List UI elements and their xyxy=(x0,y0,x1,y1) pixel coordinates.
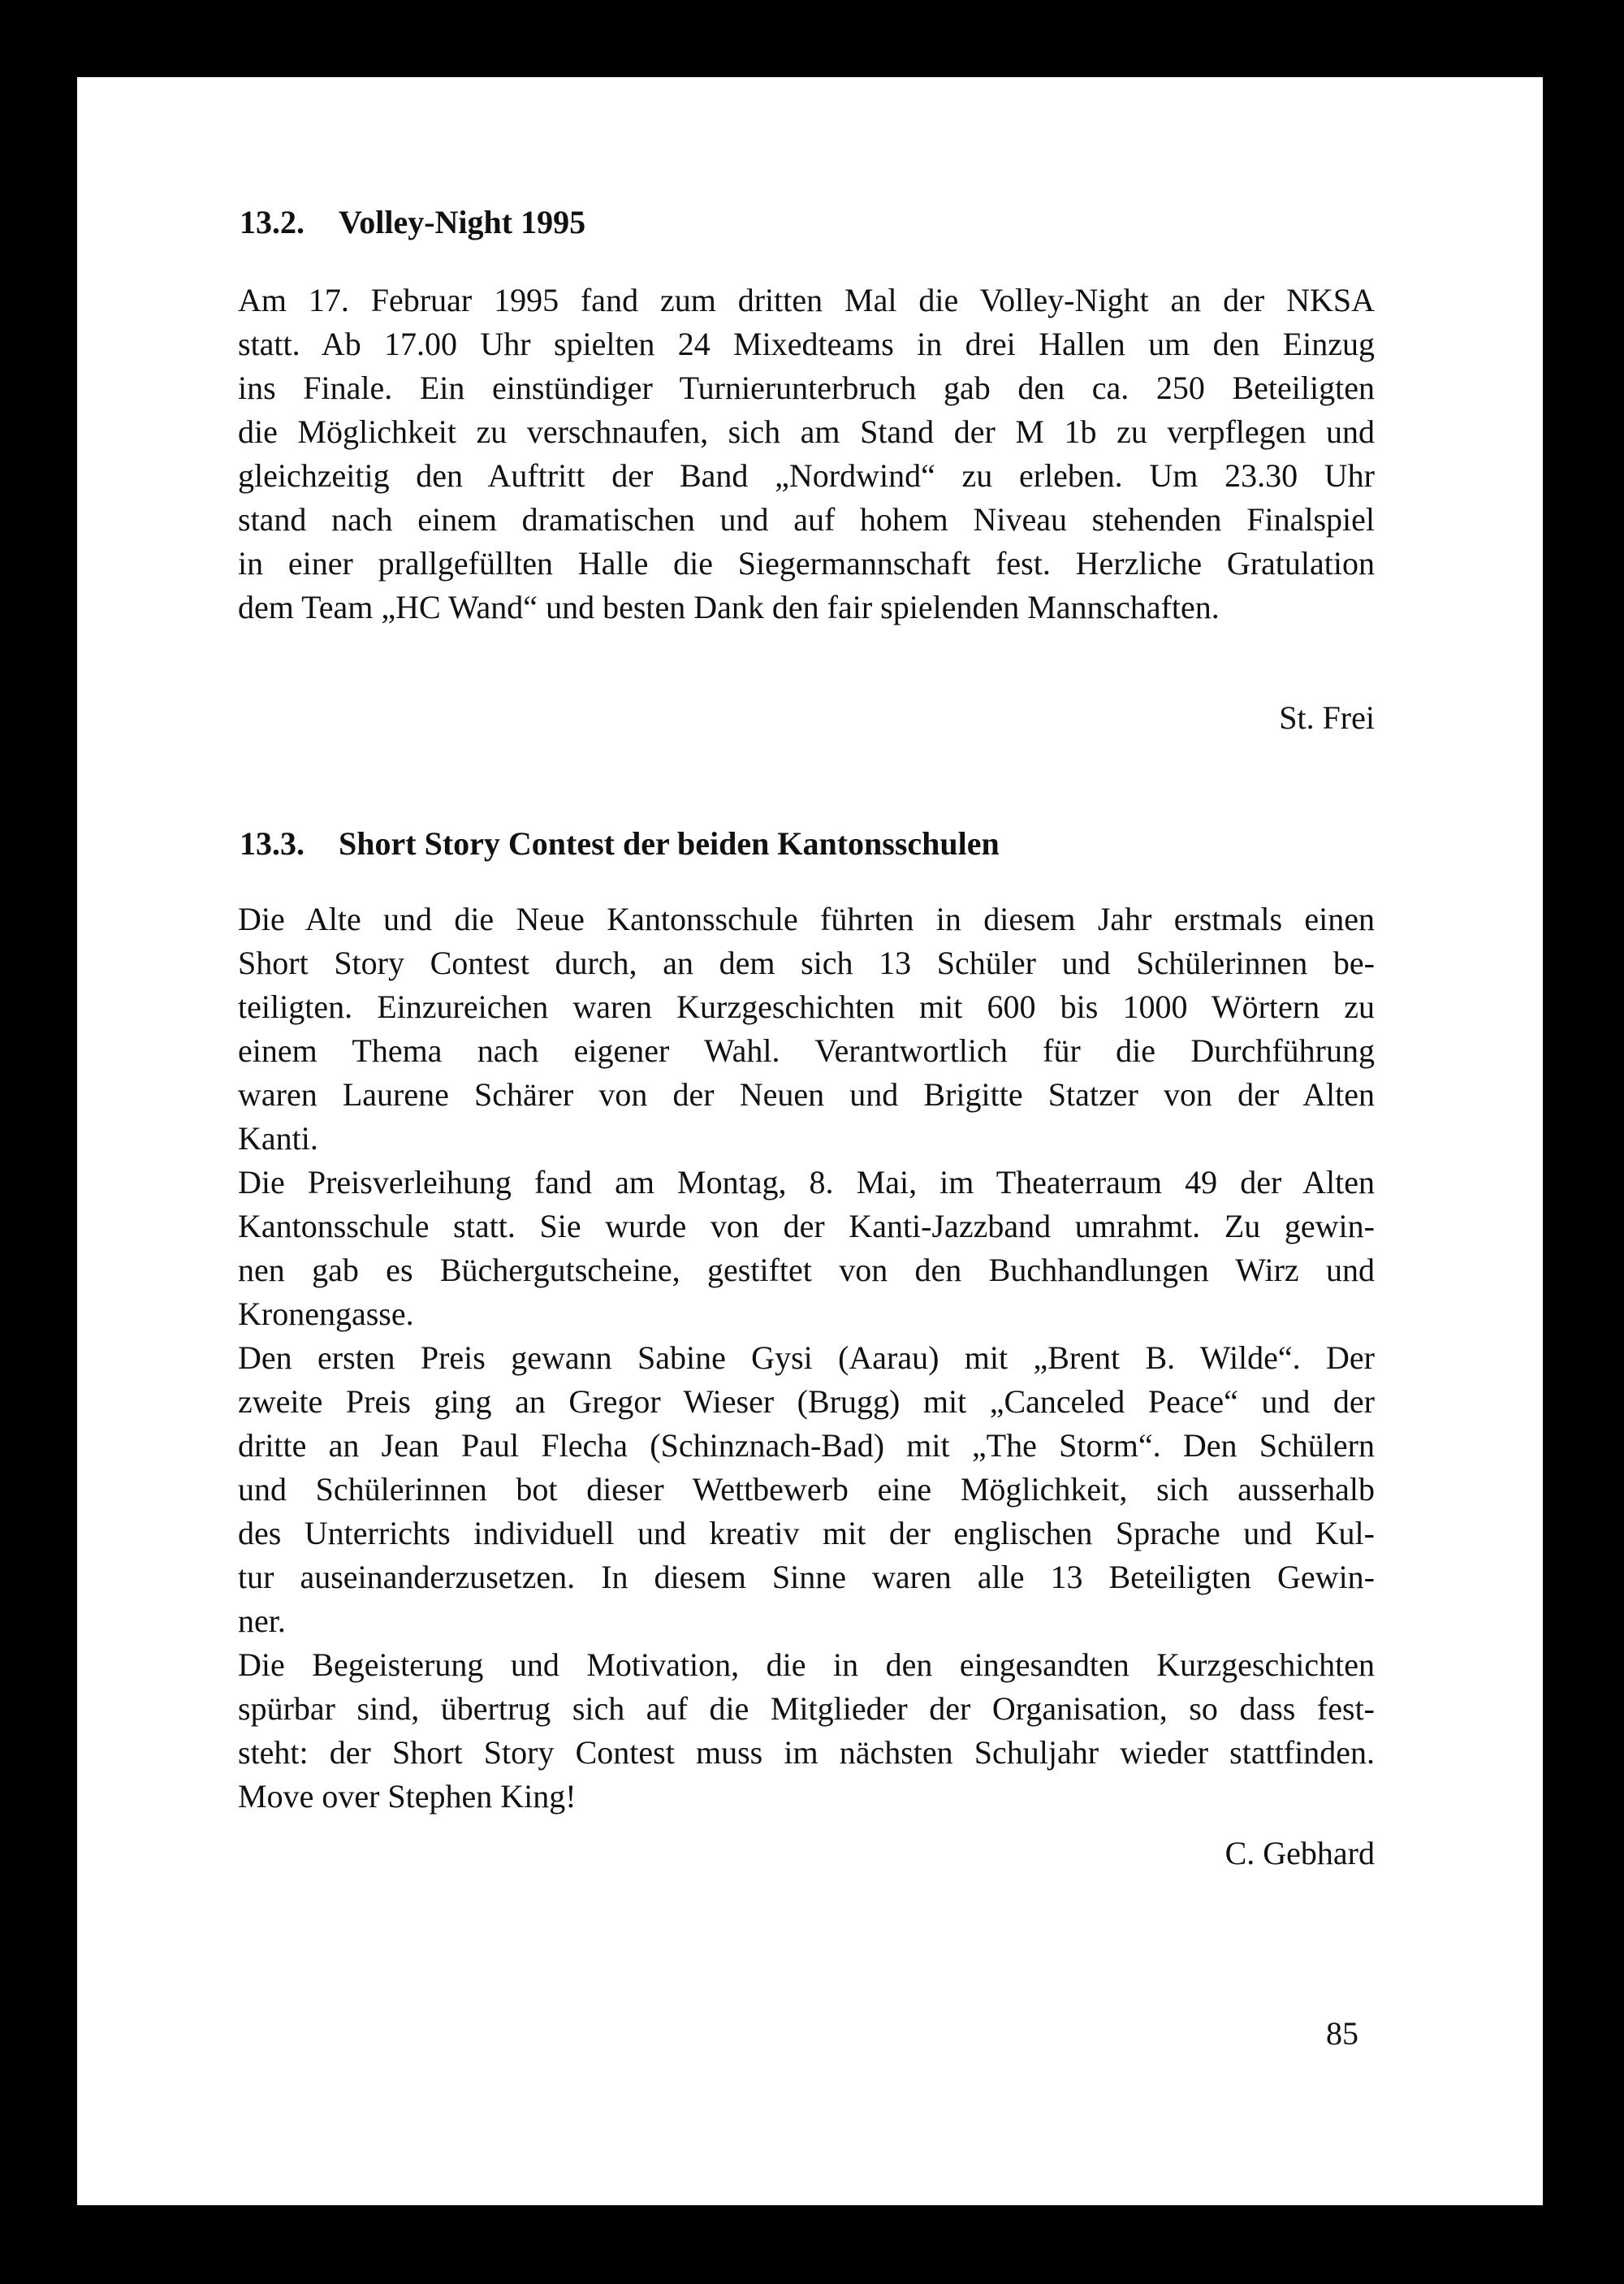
section-body-short-story xyxy=(238,898,1375,1819)
author-signature: St. Frei xyxy=(1279,699,1375,736)
text-line: Kronengasse. xyxy=(238,1296,414,1332)
text-line: steht: der Short Story Contest muss im nächsten Schuljahr wieder stattfinden. xyxy=(238,1734,1375,1771)
page-number: 85 xyxy=(1326,2015,1358,2052)
text-line: spürbar sind, übertrug sich auf die Mitglieder der Organisation, so dass fest- xyxy=(238,1690,1375,1727)
text-line: stand nach einem dramatischen und auf hohem Niveau stehenden Finalspiel xyxy=(238,501,1375,538)
text-line: Kantonsschule statt. Sie wurde von der Kanti-Jazzband umrahmt. Zu gewin- xyxy=(238,1208,1375,1244)
section-title: Short Story Contest der beiden Kantonsschulen xyxy=(339,825,1000,862)
text-line: die Möglichkeit zu verschnaufen, sich am Stand der M 1b zu verpflegen und xyxy=(238,413,1375,450)
text-line: dritte an Jean Paul Flecha (Schinznach-Bad) mit „The Storm“. Den Schülern xyxy=(238,1427,1375,1464)
text-line: zweite Preis ging an Gregor Wieser (Brugg) mit „Canceled Peace“ und der xyxy=(238,1383,1375,1420)
section-body-volley-night xyxy=(238,279,1375,629)
document-page xyxy=(77,77,1543,2205)
section-number: 13.3. xyxy=(240,825,304,862)
text-line: Die Preisverleihung fand am Montag, 8. Mai, im Theaterraum 49 der Alten xyxy=(238,1164,1375,1200)
text-line: ins Finale. Ein einstündiger Turnierunterbruch gab den ca. 250 Beteiligten xyxy=(238,370,1375,406)
text-line: Die Alte und die Neue Kantonsschule führten in diesem Jahr erstmals einen xyxy=(238,901,1375,937)
text-line: Die Begeisterung und Motivation, die in den eingesandten Kurzgeschichten xyxy=(238,1646,1375,1683)
section-heading-short-story xyxy=(240,824,1000,863)
text-line: teiligten. Einzureichen waren Kurzgeschichten mit 600 bis 1000 Wörtern zu xyxy=(238,988,1375,1025)
section-title: Volley-Night 1995 xyxy=(339,204,586,240)
text-line: des Unterrichts individuell und kreativ mit der englischen Sprache und Kul- xyxy=(238,1515,1375,1551)
text-line: ner. xyxy=(238,1603,286,1639)
text-line: Am 17. Februar 1995 fand zum dritten Mal die Volley-Night an der NKSA xyxy=(238,282,1375,318)
text-line: nen gab es Büchergutscheine, gestiftet von den Buchhandlungen Wirz und xyxy=(238,1252,1375,1288)
text-line: dem Team „HC Wand“ und besten Dank den fair spielenden Mannschaften. xyxy=(238,589,1220,625)
text-line: Move over Stephen King! xyxy=(238,1778,577,1815)
section-heading-volley-night xyxy=(240,203,585,241)
text-line: tur auseinanderzusetzen. In diesem Sinne waren alle 13 Beteiligten Gewin- xyxy=(238,1559,1375,1595)
text-line: Kanti. xyxy=(238,1120,318,1157)
text-line: gleichzeitig den Auftritt der Band „Nordwind“ zu erleben. Um 23.30 Uhr xyxy=(238,457,1375,494)
text-line: und Schülerinnen bot dieser Wettbewerb eine Möglichkeit, sich ausserhalb xyxy=(238,1471,1375,1508)
text-line: Short Story Contest durch, an dem sich 13 Schüler und Schülerinnen be- xyxy=(238,945,1375,981)
text-line: in einer prallgefüllten Halle die Siegermannschaft fest. Herzliche Gratulation xyxy=(238,545,1375,582)
section-number: 13.2. xyxy=(240,204,304,240)
text-line: statt. Ab 17.00 Uhr spielten 24 Mixedteams in drei Hallen um den Einzug xyxy=(238,326,1375,362)
author-signature: C. Gebhard xyxy=(1224,1835,1375,1871)
text-line: waren Laurene Schärer von der Neuen und Brigitte Statzer von der Alten xyxy=(238,1076,1375,1113)
text-line: Den ersten Preis gewann Sabine Gysi (Aarau) mit „Brent B. Wilde“. Der xyxy=(238,1339,1375,1376)
text-line: einem Thema nach eigener Wahl. Verantwortlich für die Durchführung xyxy=(238,1032,1375,1069)
